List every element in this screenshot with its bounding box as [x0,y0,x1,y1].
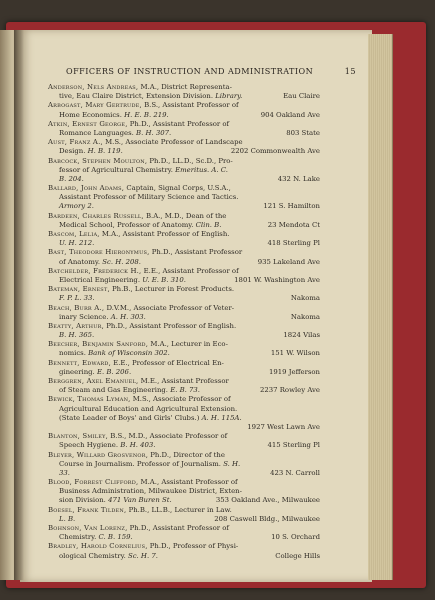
entry-line [48,248,320,257]
home-address: Eau Claire [283,92,320,101]
directory-entries [48,83,320,561]
entry-line [48,469,320,478]
entry-line [48,515,320,524]
faculty-name: Bascom, Lelia, [48,230,100,238]
home-address: 1801 W. Washington Ave [234,275,320,284]
entry-line [48,83,320,92]
faculty-name: Boesel, Frank Tilden, [48,505,127,514]
faculty-name: Arbogast, Mary Gertrude, [48,101,142,110]
entry-line [48,147,320,156]
entry-description: Home Economics. [59,110,125,119]
entry-description: Design. [59,147,88,156]
faculty-entry [48,451,320,479]
office-location: B. 204. [59,174,84,183]
faculty-name: Blood, Forrest Clifford, [48,478,139,487]
office-location: Sc. H. 208. [102,257,141,266]
entry-line [48,230,320,239]
entry-line [48,202,320,211]
entry-line [48,368,320,377]
entry-description: B.A., M.D., Dean of the [143,211,227,220]
entry-description: Electrical Engineering. [59,275,143,284]
entry-line [48,157,320,166]
entry-description: B.S., M.D., Associate Professor of [108,432,228,441]
faculty-name: Bast, Theodore Hieronymus, [48,248,150,257]
faculty-name: Atkin, Ernest George, [48,119,128,128]
home-address: 2202 Commonwealth Ave [230,147,320,156]
entry-line [48,432,320,441]
faculty-entry [48,101,320,119]
entry-line [48,460,320,469]
office-location: B. H. 403. [120,441,156,450]
entry-description: D.V.M., Associate Professor of Veter- [104,303,235,312]
home-address: 121 S. Hamilton [263,202,320,211]
entry-description: B.S., Assistant Professor of [141,101,239,110]
entry-description: Assistant Professor of Military Science and Tactics. [59,193,239,202]
entry-description: Ph.D., Professor of Physi- [147,542,239,551]
entry-description: M.S., Associate Professor of [130,395,231,404]
faculty-entry [48,524,320,542]
entry-description: (State Leader of Boys' and Girls' Clubs.) [59,413,202,422]
page-gutter-shadow [14,30,24,580]
faculty-entry [48,157,320,185]
faculty-entry [48,359,320,377]
office-location: A. H. 115A. [201,413,242,422]
entry-line [48,542,320,551]
entry-description: M.A., Lecturer in Eco- [148,340,228,349]
entry-description: Speech Hygiene. [59,441,121,450]
office-location: Armory 2. [59,202,94,211]
entry-description: inary Science. [59,312,111,321]
faculty-name: Bennett, Edward, [48,358,111,367]
office-location: H. B. 119. [87,147,123,156]
entry-line [48,340,320,349]
entry-line [48,405,320,414]
faculty-entry [48,506,320,524]
home-address: 23 Mendota Ct [267,220,320,229]
entry-line [48,349,320,358]
office-location: B. H. 307. [136,128,172,137]
entry-line [48,221,320,230]
office-location: A. H. 303. [110,312,146,321]
entry-line [48,129,320,138]
entry-line [48,506,320,515]
home-address: 208 Caswell Bldg., Milwaukee [214,514,320,523]
home-address: Nakoma [290,294,320,303]
entry-line [48,175,320,184]
entry-line [48,552,320,561]
entry-line [48,285,320,294]
entry-line [48,423,320,432]
entry-line [48,313,320,322]
entry-line [48,451,320,460]
entry-description: of Steam and Gas Engineering. [59,386,171,395]
entry-line [48,304,320,313]
faculty-entry [48,184,320,212]
entry-line [48,377,320,386]
office-location: Sc. H. 7. [127,551,158,560]
faculty-name: Bardeen, Charles Russell, [48,211,144,220]
running-head-title: OFFICERS OF INSTRUCTION AND ADMINISTRATION [66,66,314,76]
entry-description: fessor of Agricultural Chemistry. [59,165,176,174]
faculty-name: Bateman, Ernest, [48,285,110,294]
faculty-entry [48,478,320,506]
entry-line [48,395,320,404]
entry-description: of Anatomy. [59,257,103,266]
entry-line [48,386,320,395]
home-address: 418 Sterling Pl [267,239,320,248]
faculty-name: Ballard, John Adams, [48,184,125,193]
entry-description: M.A., Assistant Professor of [138,478,238,487]
office-location: C. B. 159. [98,533,133,542]
entry-line [48,414,320,423]
entry-description: Chemistry. [59,533,99,542]
home-address: 803 State [286,128,320,137]
faculty-name: Batchelder, Frederick H., [48,266,142,275]
page-block-edge [368,34,393,580]
entry-line [48,496,320,505]
entry-line [48,276,320,285]
faculty-entry [48,285,320,303]
entry-description: M.E., Assistant Professor [138,377,229,385]
entry-line [48,322,320,331]
faculty-entry [48,230,320,248]
entry-description: Course in Journalism. Professor of Journalism. [59,459,224,468]
faculty-entry [48,83,320,101]
entry-description: Ph.D., Assistant Professor of English. [104,321,237,330]
home-address: 423 N. Carroll [270,468,320,477]
office-location: 471 Van Buren St. [108,496,172,505]
entry-line [48,138,320,147]
entry-description: nomics. [59,349,89,358]
entry-line [48,101,320,110]
entry-line [48,331,320,340]
entry-line [48,359,320,368]
entry-description: M.A., District Representa- [138,83,232,91]
entry-description: ological Chemistry. [59,551,128,560]
entry-description: gineering. [59,367,97,376]
office-location: F. P. L. 33. [59,294,95,303]
faculty-entry [48,120,320,138]
page-number: 15 [344,66,356,76]
home-address: 2237 Rowley Ave [260,386,320,395]
entry-description: Ph.D., Assistant Professor of [127,119,230,128]
entry-line [48,212,320,221]
office-location: E. B. 206. [96,367,132,376]
entry-line [48,193,320,202]
home-address: 1927 West Lawn Ave [247,422,320,431]
entry-line [48,184,320,193]
office-location: Library. [215,92,243,101]
home-address: 1824 Vilas [283,331,320,340]
entry-description: Medical School, Professor of Anatomy. [59,220,196,229]
faculty-entry [48,322,320,340]
entry-line [48,478,320,487]
home-address: 935 Lakeland Ave [257,257,320,266]
entry-description: Ph.D., Director of the [148,450,225,459]
faculty-name: Beach, Burr A., [48,303,105,312]
faculty-entry [48,432,320,450]
entry-description: Ph.D., Assistant Professor of [127,524,229,532]
running-head [66,66,356,78]
faculty-entry [48,395,320,432]
entry-description: Romance Languages. [59,128,137,137]
entry-description: M.A., Assistant Professor of English. [99,230,230,238]
faculty-name: Bleyer, Willard Grosvenor, [48,450,149,459]
faculty-name: Bradley, Harold Cornelius, [48,542,148,551]
faculty-name: Babcock, Stephen Moulton, [48,156,148,165]
faculty-name: Bewick, Thomas Lyman, [48,395,131,404]
entry-line [48,487,320,496]
home-address: 10 S. Orchard [271,533,320,542]
office-location: H. E. B. 219. [124,110,169,119]
entry-description: tive, Eau Claire District, Extension Division. [59,92,216,101]
faculty-name: Beatty, Arthur, [48,321,105,330]
entry-description: E.E., Assistant Professor of [141,266,239,275]
home-address: 1919 Jefferson [269,367,320,376]
home-address: 415 Sterling Pl [267,441,320,450]
office-location: U. E. B. 310. [142,275,186,284]
office-location: Bank of Wisconsin 302. [88,349,170,358]
faculty-entry [48,212,320,230]
faculty-entry [48,248,320,266]
faculty-entry [48,542,320,560]
faculty-name: Aust, Franz A., [48,138,103,147]
faculty-entry [48,138,320,156]
home-address: College Hills [275,551,320,560]
home-address: 353 Oakland Ave., Milwaukee [215,496,320,505]
home-address: 151 W. Wilson [270,349,320,358]
faculty-name: Anderson, Nels Andreas, [48,83,139,91]
entry-line [48,120,320,129]
entry-description: Captain, Signal Corps, U.S.A., [124,184,231,193]
office-location: U. H. 212. [59,239,95,248]
entry-description: Ph.D., Assistant Professor [149,248,243,257]
faculty-name: Bohnson, Van Lorenz, [48,524,128,532]
entry-line [48,267,320,276]
home-address: Nakoma [290,312,320,321]
office-location: Clin. B. [195,220,222,229]
office-location: Emeritus. A. C. [175,165,228,174]
entry-description: E.E., Professor of Electrical En- [110,358,224,367]
entry-description: Ph.B., Lecturer in Forest Products. [109,285,235,294]
faculty-name: Berggren, Axel Emanuel, [48,377,139,385]
entry-description: Business Administration, Milwaukee District, Exten- [59,487,242,496]
entry-line [48,533,320,542]
entry-line [48,92,320,101]
entry-line [48,239,320,248]
home-address: 432 N. Lake [277,174,320,183]
faculty-entry [48,267,320,285]
entry-description: Ph.B., LL.B., Lecturer in Law. [126,505,232,514]
entry-line [48,111,320,120]
faculty-name: Blanton, Smiley, [48,432,109,441]
entry-description: M.S., Associate Professor of Landscape [102,138,243,147]
office-location: 33. [59,468,70,477]
office-location: B. H. 365. [59,331,95,340]
office-location: S. H. [223,459,241,468]
faculty-entry [48,340,320,358]
entry-line [48,258,320,267]
faculty-entry [48,304,320,322]
entry-line [48,441,320,450]
entry-description: Agricultural Education and Agricultural Extension. [59,404,238,413]
office-location: L. B. [59,514,76,523]
entry-line [48,294,320,303]
faculty-name: Beecher, Benjamin Sanford, [48,340,149,349]
home-address: 904 Oakland Ave [260,110,320,119]
entry-description: sion Division. [59,496,109,505]
entry-description: Ph.D., LL.D., Sc.D., Pro- [147,156,233,165]
office-location: E. B. 73. [170,386,201,395]
entry-line [48,166,320,175]
entry-line [48,524,320,533]
faculty-entry [48,377,320,395]
